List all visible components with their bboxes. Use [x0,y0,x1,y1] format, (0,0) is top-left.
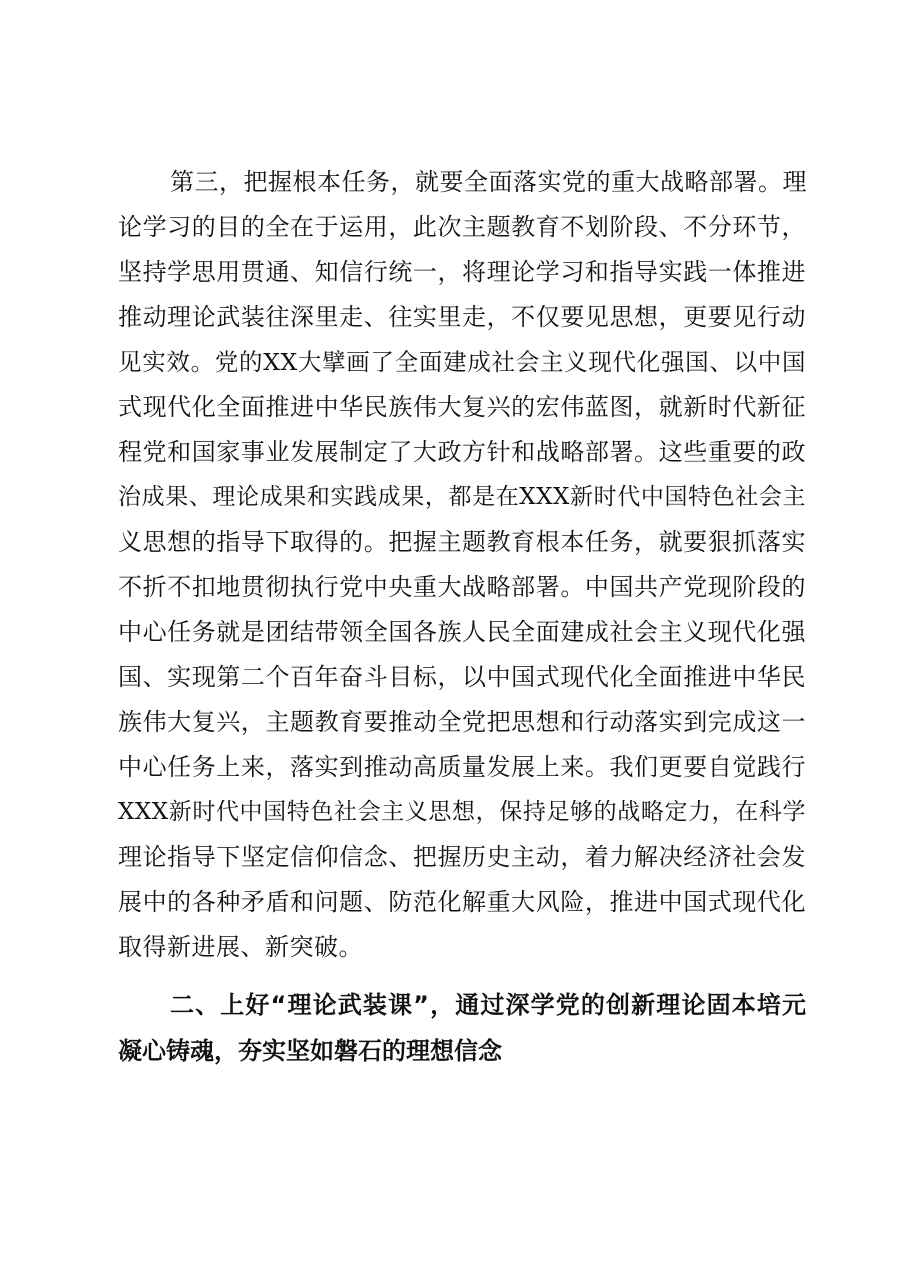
paragraph-line: 族伟大复兴，主题教育要推动全党把思想和行动落实到完成这一 [118,708,806,736]
heading-line: 二、上好“理论武装课”，通过深学党的创新理论固本培元 [170,991,806,1019]
paragraph-line: 理论指导下坚定信仰信念、把握历史主动，着力解决经济社会发 [118,843,806,871]
paragraph-line: 中心任务就是团结带领全国各族人民全面建成社会主义现代化强 [118,618,806,646]
paragraph-line: 展中的各种矛盾和问题、防范化解重大风险，推进中国式现代化 [118,888,806,916]
paragraph-line: 取得新进展、新突破。 [118,933,363,961]
paragraph-line: 推动理论武装往深里走、往实里走，不仅要见思想，更要见行动 [118,303,806,331]
paragraph-line: 程党和国家事业发展制定了大政方针和战略部署。这些重要的政 [118,438,806,466]
document-body [118,160,806,1074]
heading-line: 凝心铸魂，夯实坚如磐石的理想信念 [118,1037,502,1065]
paragraph-line: 不折不扣地贯彻执行党中央重大战略部署。中国共产党现阶段的 [118,573,806,601]
body-paragraph [118,160,806,970]
paragraph-line: 见实效。党的XX大擘画了全面建成社会主义现代化强国、以中国 [118,348,806,376]
paragraph-line: 坚持学思用贯通、知信行统一，将理论学习和指导实践一体推进 [118,258,806,286]
paragraph-line: 国、实现第二个百年奋斗目标，以中国式现代化全面推进中华民 [118,663,806,691]
paragraph-line: 第三，把握根本任务，就要全面落实党的重大战略部署。理 [170,168,807,196]
section-heading [118,982,806,1074]
paragraph-line: 中心任务上来，落实到推动高质量发展上来。我们更要自觉践行 [118,753,806,781]
paragraph-line: XXX新时代中国特色社会主义思想，保持足够的战略定力，在科学 [118,799,806,825]
paragraph-line: 式现代化全面推进中华民族伟大复兴的宏伟蓝图，就新时代新征 [118,393,806,421]
paragraph-line: 论学习的目的全在于运用，此次主题教育不划阶段、不分环节， [118,213,806,241]
paragraph-line: 义思想的指导下取得的。把握主题教育根本任务，就要狠抓落实 [118,528,806,556]
paragraph-line: 治成果、理论成果和实践成果，都是在XXX新时代中国特色社会主 [118,484,806,510]
